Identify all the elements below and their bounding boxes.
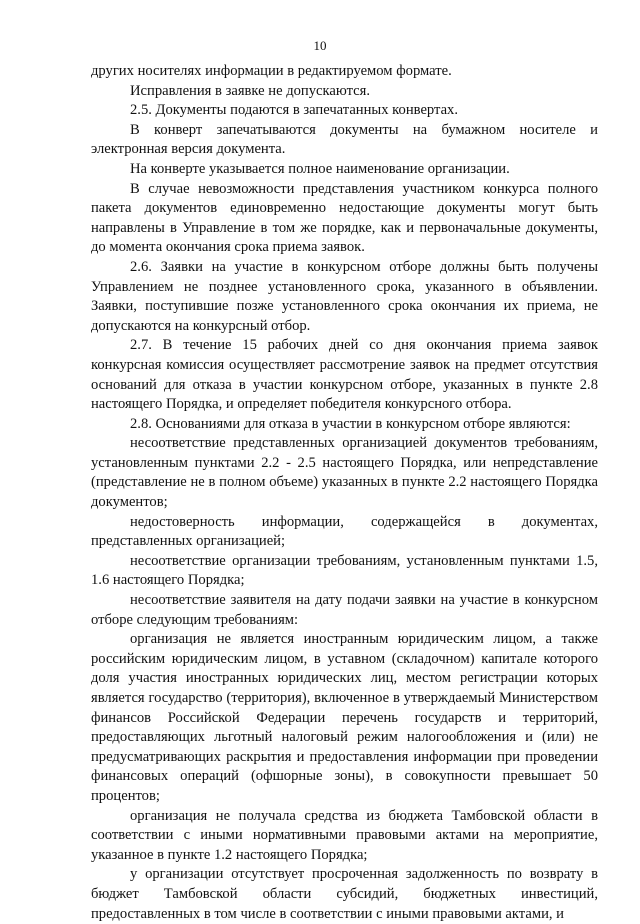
paragraph: организация не получала средства из бюджета Тамбовской области в соответствии с иными нормативными правовыми актами на мероприятие, указанное в пункте 1.2 настоящего Порядка; xyxy=(91,807,598,863)
paragraph: организация не является иностранным юридическим лицом, а также российским юридическим лицом, в уставном (складочном) капитале которого доля участия иностранных юридических лиц, местом регистрации которых является государство (территория), включенное в утверждаемый Министерством финансов Российской Федерации перечень государств и территорий, предоставляющих льготный налоговый режим налогообложения и (или) не предусматривающих раскрытия и предоставления информации при проведении финансовых операций (офшорные зоны), в совокупности превышает 50 процентов; xyxy=(91,631,598,804)
paragraph: у организации отсутствует просроченная задолженность по возврату в бюджет Тамбовской области субсидий, бюджетных инвестиций, предоставленных в том числе в соответствии с иными правовыми актами, и xyxy=(91,866,598,922)
paragraph: несоответствие организации требованиям, установленным пунктами 1.5, 1.6 настоящего Порядка; xyxy=(91,552,598,589)
paragraph: несоответствие представленных организацией документов требованиям, установленным пунктами 2.2 - 2.5 настоящего Порядка, или непредставление (представление не в полном объеме) указанных в пункте 2.2 настоящего Порядка документов; xyxy=(91,435,598,511)
paragraph: несоответствие заявителя на дату подачи заявки на участие в конкурсном отборе следующим требованиям: xyxy=(91,592,598,628)
paragraph: В конверт запечатываются документы на бумажном носителе и электронная версия документа. xyxy=(91,121,598,158)
document-body xyxy=(91,62,598,924)
paragraph: На конверте указывается полное наименование организации. xyxy=(130,160,510,177)
paragraph: 2.6. Заявки на участие в конкурсном отборе должны быть получены Управлением не позднее установленного срока, указанного в объявлении. Заявки, поступившие позже установленного срока окончания их приема, не допускаются на конкурсный отбор. xyxy=(91,258,598,334)
paragraph: 2.7. В течение 15 рабочих дней со дня окончания приема заявок конкурсная комиссия осуществляет рассмотрение заявок на предмет отсутствия оснований для отказа в участии конкурсном отборе, указанных в пункте 2.8 настоящего Порядка, и определяет победителя конкурсного отбора. xyxy=(91,337,598,413)
paragraph: 2.5. Документы подаются в запечатанных конвертах. xyxy=(130,102,459,119)
paragraph: недостоверность информации, содержащейся в документах, представленных организацией; xyxy=(91,513,598,550)
page-number: 10 xyxy=(313,38,327,53)
paragraph: других носителях информации в редактируемом формате. xyxy=(91,63,452,79)
paragraph: 2.8. Основаниями для отказа в участии в конкурсном отборе являются: xyxy=(130,415,571,432)
paragraph: В случае невозможности представления участником конкурса полного пакета документов единовременно недостающие документы могут быть направлены в Управление в том же порядке, как и первоначальные документы, до момента окончания срока приема заявок. xyxy=(91,180,598,256)
paragraph: Исправления в заявке не допускаются. xyxy=(130,82,370,99)
